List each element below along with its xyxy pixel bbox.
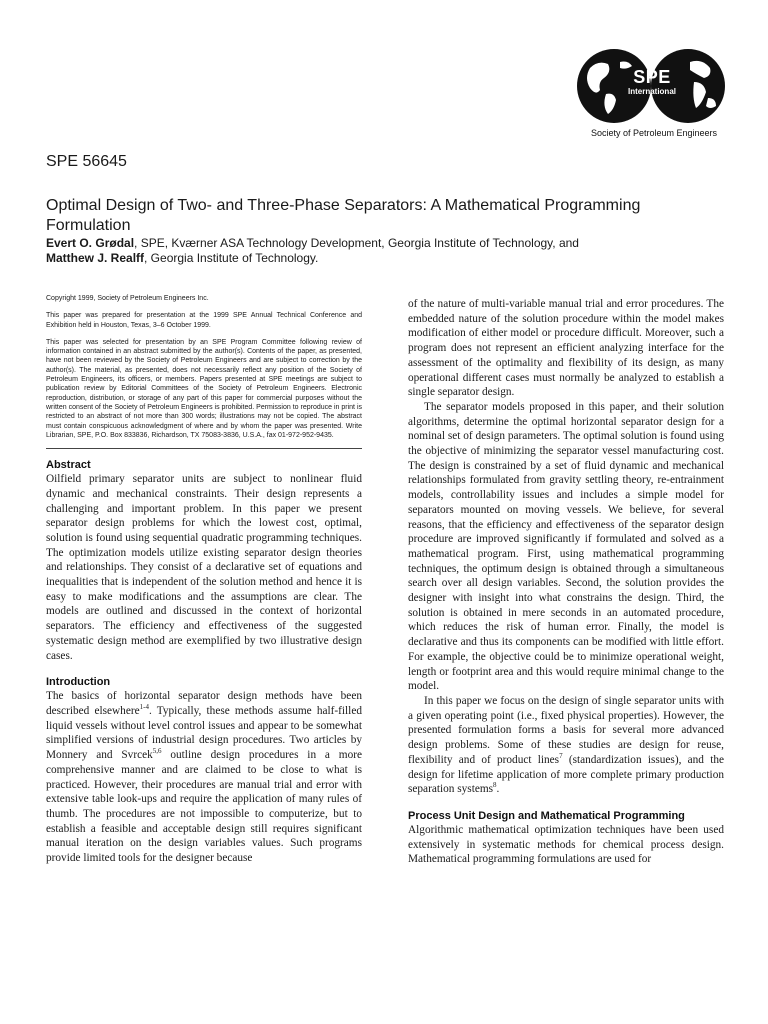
copyright-notice: Copyright 1999, Society of Petroleum Engineers Inc. bbox=[46, 295, 209, 302]
introduction-paragraph: In this paper we focus on the design of single separator units with a given operating point (i.e., fixed physical properties). However, the presented formulation forms a basis for several more advanced design problems. Some of these studies are design for reuse, flexibility and of product lines$^7$ (standardization issues), and the design for lifetime application of more complete primary production separation systems$^8$. bbox=[408, 694, 724, 796]
spe-logo bbox=[572, 44, 732, 146]
citation-ref: 8 bbox=[493, 781, 497, 790]
right-column bbox=[408, 297, 724, 867]
abstract-text: Oilfield primary separator units are subject to nonlinear fluid dynamic and mechanical constraints. Their design represents a challenging and important problem. In this paper we present separator design problems for which the lowest cost, optimal, solution is found using sequential quadratic programming techniques. The optimization models utilize existing separator design theories and relationships. They consist of a declarative set of equations and inequalities that is independent of the solution method and hence it is easy to make modifications and the assumptions are clear. The models are outlined and discussed in the context of horizontal separators. The efficiency and effectiveness of the suggested systematic design method are exemplified by two illustrative design cases. bbox=[46, 473, 362, 662]
paper-title: Optimal Design of Two- and Three-Phase Separators: A Mathematical Programming Formulation bbox=[46, 197, 641, 234]
abstract-heading: Abstract bbox=[46, 459, 91, 472]
presentation-notice: This paper was prepared for presentation at the 1999 SPE Annual Technical Conference and Exhibition held in Houston, Texas, 3–6 October 1999. bbox=[46, 312, 362, 329]
selection-notice: This paper was selected for presentation by an SPE Program Committee following review of information contained in an abstract submitted by the author(s). Contents of the paper, as presented, have not been reviewed by the Society of Petroleum Engineers and are subject to correction by the author(s). The material, as presented, does not necessarily reflect any position of the Society of Petroleum Engineers, its officers, or members. Papers presented at SPE meetings are subject to publication review by Editorial Committees of the Society of Petroleum Engineers. Electronic reproduction, distribution, or storage of any part of this paper for commercial purposes without the written consent of the Society of Petroleum Engineers is prohibited. Permission to reproduce in print is restricted to an abstract of not more than 300 words; illustrations may not be copied. The abstract must contain conspicuous acknowledgment of where and by whom the paper was presented. Write Librarian, SPE, P.O. Box 833836, Richardson, TX 75083-3836, U.S.A., fax 01-972-952-9435. bbox=[46, 338, 362, 439]
process-unit-heading: Process Unit Design and Mathematical Programming bbox=[408, 809, 685, 822]
logo-society: Society of Petroleum Engineers bbox=[590, 128, 718, 138]
citation-ref: 5,6 bbox=[152, 747, 162, 756]
introduction-heading: Introduction bbox=[46, 676, 111, 689]
citation-ref: 7 bbox=[559, 752, 563, 761]
introduction-paragraph: The separator models proposed in this paper, and their solution algorithms, determine the optimal horizontal separator design for a nominal set of design parameters. The optimal solution is found using the objective of minimizing the separator vessel manufacturing cost. The design is constrained by a set of fluid dynamic and mechanical relationships formulated from gravity settling theory, re-entrainment models, controllability issues and includes a simple model for separators mounted on moving vessels. We believe, for several reasons, that the efficiency and effectiveness of the separator design procedure are improved significantly if formulated and solved as a mathematical program. First, using mathematical programming techniques, the optimum design is obtained through a simultaneous search over all design variables. Second, the solution provides the designer with insight into what constrains the design. Third, the solution is obtained in mere seconds in an automated procedure, which reduces the risk of human error. Finally, the model is declarative and thus its components can be modified with little effort. For example, the objective could be to minimize operational weight, length or footprint area and this would require minimal change to the model. bbox=[408, 400, 724, 693]
author-list bbox=[46, 236, 726, 266]
author-name: Evert O. Grødal bbox=[46, 236, 135, 250]
paper-number: SPE 56645 bbox=[46, 153, 127, 170]
author-affiliation: , Georgia Institute of Technology. bbox=[144, 251, 319, 265]
introduction-paragraph: The basics of horizontal separator design methods have been described elsewhere$^{1-4}$. Typically, these methods assume half-filled liquid vessels without level control issues and appear to be somewhat simplified versions of industrial design procedures. Two articles by Monnery and Svrcek$^{5,6}$ outline design procedures in a more comprehensive manner and are claimed to be close to what is practiced. However, their procedures are manual trial and error with extensive table look-ups and require the application of many rules of thumb. The procedures are not impossible to computerize, but to establish a feasible and acceptable design still requires significant manual iteration on the design variables values. Such programs provide limited tools for the designer because bbox=[46, 690, 362, 865]
author-name: Matthew J. Realff bbox=[46, 251, 145, 265]
introduction-paragraph-continued: of the nature of multi-variable manual trial and error procedures. The embedded nature of the solution procedure within the model makes modification of either model or procedure difficult. Moreover, such a program does not represent an efficient analyzing interface for the assessment of the optimality and flexibility of its design, as many operational different cases must normally be analyzed to establish a single separator design. bbox=[408, 298, 724, 399]
process-unit-text: Algorithmic mathematical optimization techniques have been used extensively in systematic methods for chemical process design. Mathematical programming formulations are used for bbox=[408, 823, 724, 866]
logo-brand: SPE bbox=[633, 67, 671, 87]
left-column bbox=[46, 294, 362, 866]
citation-ref: 1-4 bbox=[139, 703, 149, 712]
logo-sub: International bbox=[627, 87, 676, 96]
author-affiliation: , SPE, Kværner ASA Technology Development, Georgia Institute of Technology, and bbox=[134, 236, 579, 250]
notice-divider bbox=[46, 448, 362, 449]
